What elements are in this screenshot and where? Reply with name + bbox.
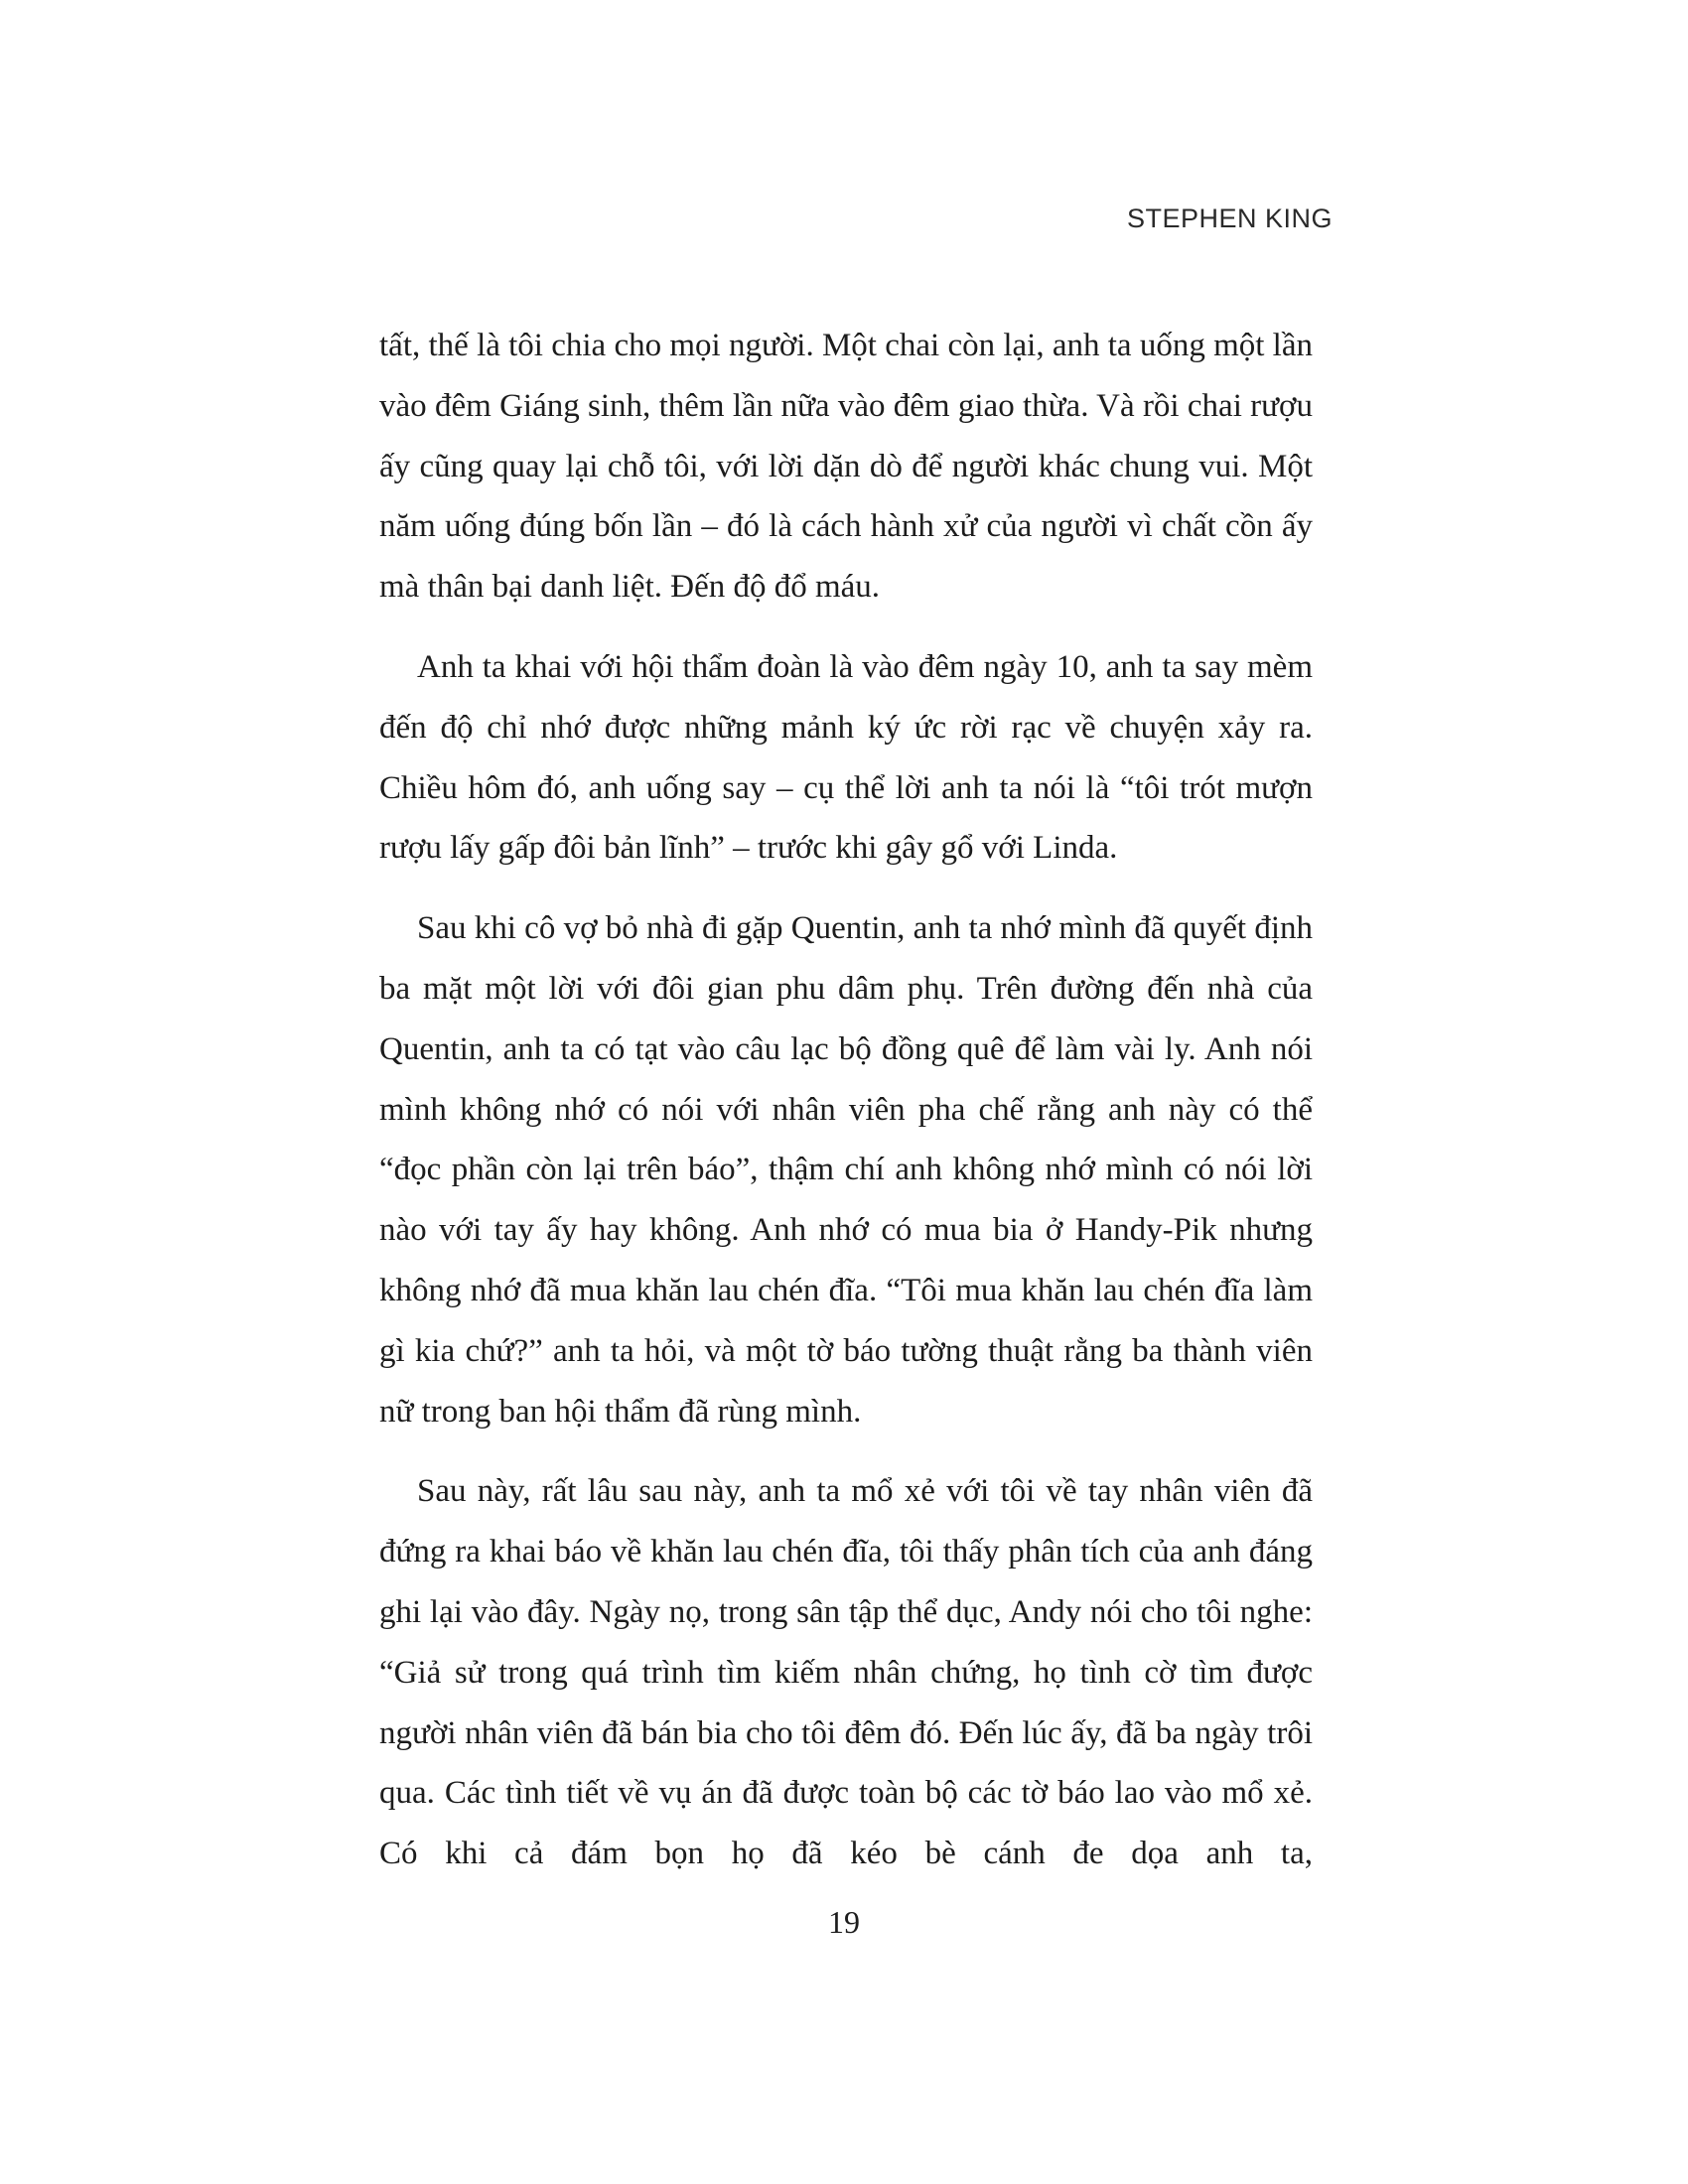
paragraph-1: tất, thế là tôi chia cho mọi người. Một chai còn lại, anh ta uống một lần vào đêm Giáng sinh, thêm lần nữa vào đêm giao thừa. Và rồi chai rượu ấy cũng quay lại chỗ tôi, với lời dặn dò để người khác chung vui. Một năm uống đúng bốn lần – đó là cách hành xử của người vì chất cồn ấy mà thân bại danh liệt. Đến độ đổ máu. [379,328,1313,606]
page-number: 19 [828,1904,860,1940]
paragraph-4: Sau này, rất lâu sau này, anh ta mổ xẻ với tôi về tay nhân viên đã đứng ra khai báo về khăn lau chén đĩa, tôi thấy phân tích của anh đáng ghi lại vào đây. Ngày nọ, trong sân tập thể dục, Andy nói cho tôi nghe: “Giả sử trong quá trình tìm kiếm nhân chứng, họ tình cờ tìm được người nhân viên đã bán bia cho tôi đêm đó. Đến lúc ấy, đã ba ngày trôi qua. Các tình tiết về vụ án đã được toàn bộ các tờ báo lao vào mổ xẻ. Có khi cả đám bọn họ đã kéo bè cánh đe dọa anh ta, [379,1473,1313,1872]
paragraph-2: Anh ta khai với hội thẩm đoàn là vào đêm ngày 10, anh ta say mèm đến độ chỉ nhớ được những mảnh ký ức rời rạc về chuyện xảy ra. Chiều hôm đó, anh uống say – cụ thể lời anh ta nói là “tôi trót mượn rượu lấy gấp đôi bản lĩnh” – trước khi gây gổ với Linda. [379,648,1313,867]
running-head-author: STEPHEN KING [1126,204,1333,233]
body-text [379,316,1313,1904]
paragraph-3: Sau khi cô vợ bỏ nhà đi gặp Quentin, anh ta nhớ mình đã quyết định ba mặt một lời với đôi gian phu dâm phụ. Trên đường đến nhà của Quentin, anh ta có tạt vào câu lạc bộ đồng quê để làm vài ly. Anh nói mình không nhớ có nói với nhân viên pha chế rằng anh này có thể “đọc phần còn lại trên báo”, thậm chí anh không nhớ mình có nói lời nào với tay ấy hay không. Anh nhớ có mua bia ở Handy-Pik nhưng không nhớ đã mua khăn lau chén đĩa. “Tôi mua khăn lau chén đĩa làm gì kia chứ?” anh ta hỏi, và một tờ báo tường thuật rằng ba thành viên nữ trong ban hội thẩm đã rùng mình. [379,910,1313,1430]
